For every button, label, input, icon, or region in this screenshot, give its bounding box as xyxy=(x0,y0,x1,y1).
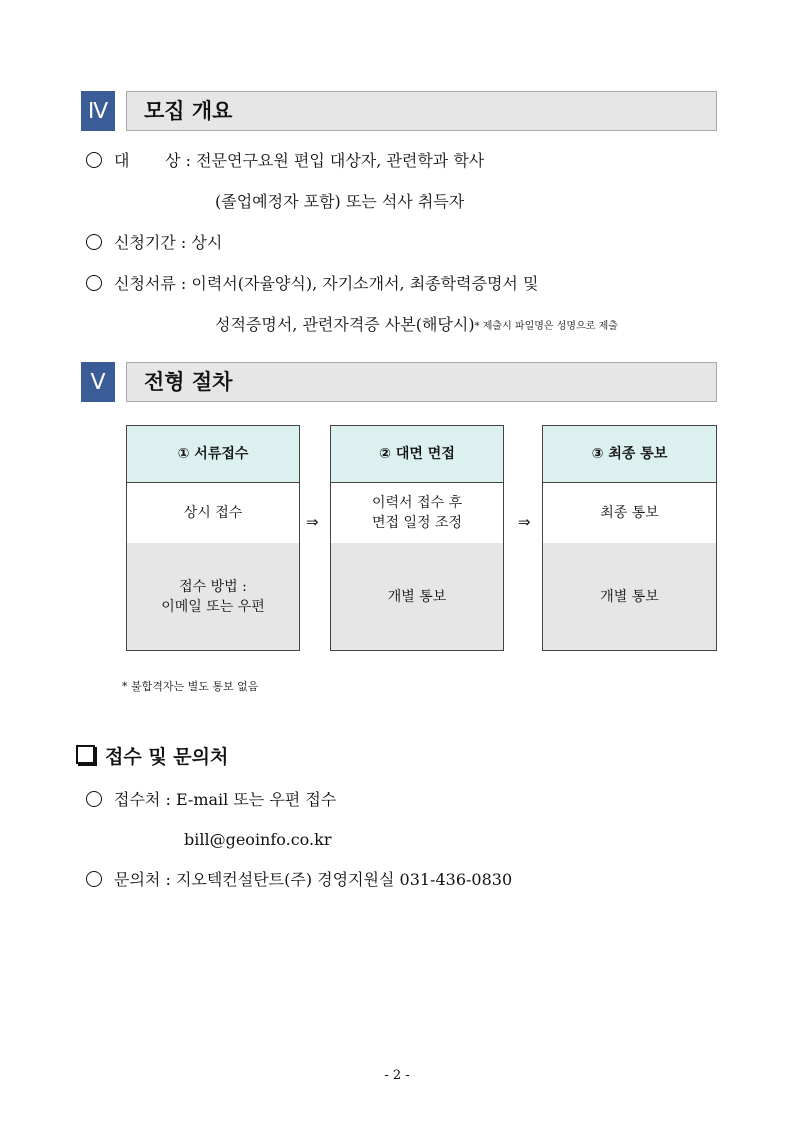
step-3-detail: 최종 통보 xyxy=(543,482,716,544)
section-4-header xyxy=(81,91,717,131)
circle-bullet-icon xyxy=(86,152,102,168)
step-2-detail xyxy=(331,482,503,544)
period-line: 신청기간 : 상시 xyxy=(86,232,222,254)
page-number: - 2 - xyxy=(384,1068,410,1083)
circle-bullet-icon xyxy=(86,791,102,807)
inquiry-value: 지오텍컨설탄트(주) 경영지원실 031-436-0830 xyxy=(175,870,513,889)
section-title: 모집 개요 xyxy=(144,99,233,123)
target-line-2: (졸업예정자 포함) 또는 석사 취득자 xyxy=(215,192,465,211)
section-title: 전형 절차 xyxy=(144,370,233,394)
step-1-method xyxy=(127,543,299,650)
contact-title: 접수 및 문의처 xyxy=(105,746,229,768)
docs-value: 이력서(자율양식), 자기소개서, 최종학력증명서 및 xyxy=(191,274,539,293)
docs-line-2 xyxy=(215,314,618,338)
step-1-method-line-1: 접수 방법 : xyxy=(179,578,247,595)
step-1-title: ① 서류접수 xyxy=(127,426,299,483)
step-1-method-line-2: 이메일 또는 우편 xyxy=(161,598,265,615)
period-value: 상시 xyxy=(191,233,223,252)
section-title-box xyxy=(126,91,717,131)
docs-label: 신청서류 xyxy=(114,274,176,293)
target-value: 전문연구요원 편입 대상자, 관련학과 학사 xyxy=(196,151,485,170)
docs-note: * 제출시 파일명은 성명으로 제출 xyxy=(474,321,618,332)
step-3-title: ③ 최종 통보 xyxy=(543,426,716,483)
arrow-right-icon: ⇒ xyxy=(306,513,319,531)
circle-bullet-icon xyxy=(86,234,102,250)
receive-value: E-mail 또는 우편 접수 xyxy=(175,790,337,809)
circle-bullet-icon xyxy=(86,871,102,887)
period-label: 신청기간 xyxy=(114,233,176,252)
circle-bullet-icon xyxy=(86,275,102,291)
inquiry-label: 문의처 xyxy=(114,870,161,889)
target-line: 대 상 : 전문연구요원 편입 대상자, 관련학과 학사 xyxy=(86,150,484,172)
section-number: Ⅴ xyxy=(81,362,115,402)
step-2-method: 개별 통보 xyxy=(331,543,503,650)
receive-line: 접수처 : E-mail 또는 우편 접수 xyxy=(86,789,336,811)
step-2-box xyxy=(330,425,504,651)
step-1-detail: 상시 접수 xyxy=(127,482,299,544)
arrow-right-icon: ⇒ xyxy=(518,513,531,531)
section-5-header xyxy=(81,362,717,402)
step-2-detail-line-1: 이력서 접수 후 xyxy=(371,494,463,511)
inquiry-line: 문의처 : 지오텍컨설탄트(주) 경영지원실 031-436-0830 xyxy=(86,869,512,891)
section-title-box xyxy=(126,362,717,402)
footnote: * 불합격자는 별도 통보 없음 xyxy=(122,680,259,693)
step-2-detail-line-2: 면접 일정 조정 xyxy=(371,514,463,531)
step-3-method: 개별 통보 xyxy=(543,543,716,650)
step-3-box xyxy=(542,425,717,651)
docs-value-2: 성적증명서, 관련자격증 사본(해당시) xyxy=(215,315,475,334)
section-number: Ⅳ xyxy=(81,91,115,131)
email-address[interactable]: bill@geoinfo.co.kr xyxy=(184,830,332,849)
docs-line: 신청서류 : 이력서(자율양식), 자기소개서, 최종학력증명서 및 xyxy=(86,273,538,295)
step-2-title: ② 대면 면접 xyxy=(331,426,503,483)
target-label: 대 상 xyxy=(114,151,181,170)
contact-header xyxy=(76,744,228,770)
step-1-box xyxy=(126,425,300,651)
square-bullet-icon xyxy=(76,745,95,764)
receive-label: 접수처 xyxy=(114,790,161,809)
